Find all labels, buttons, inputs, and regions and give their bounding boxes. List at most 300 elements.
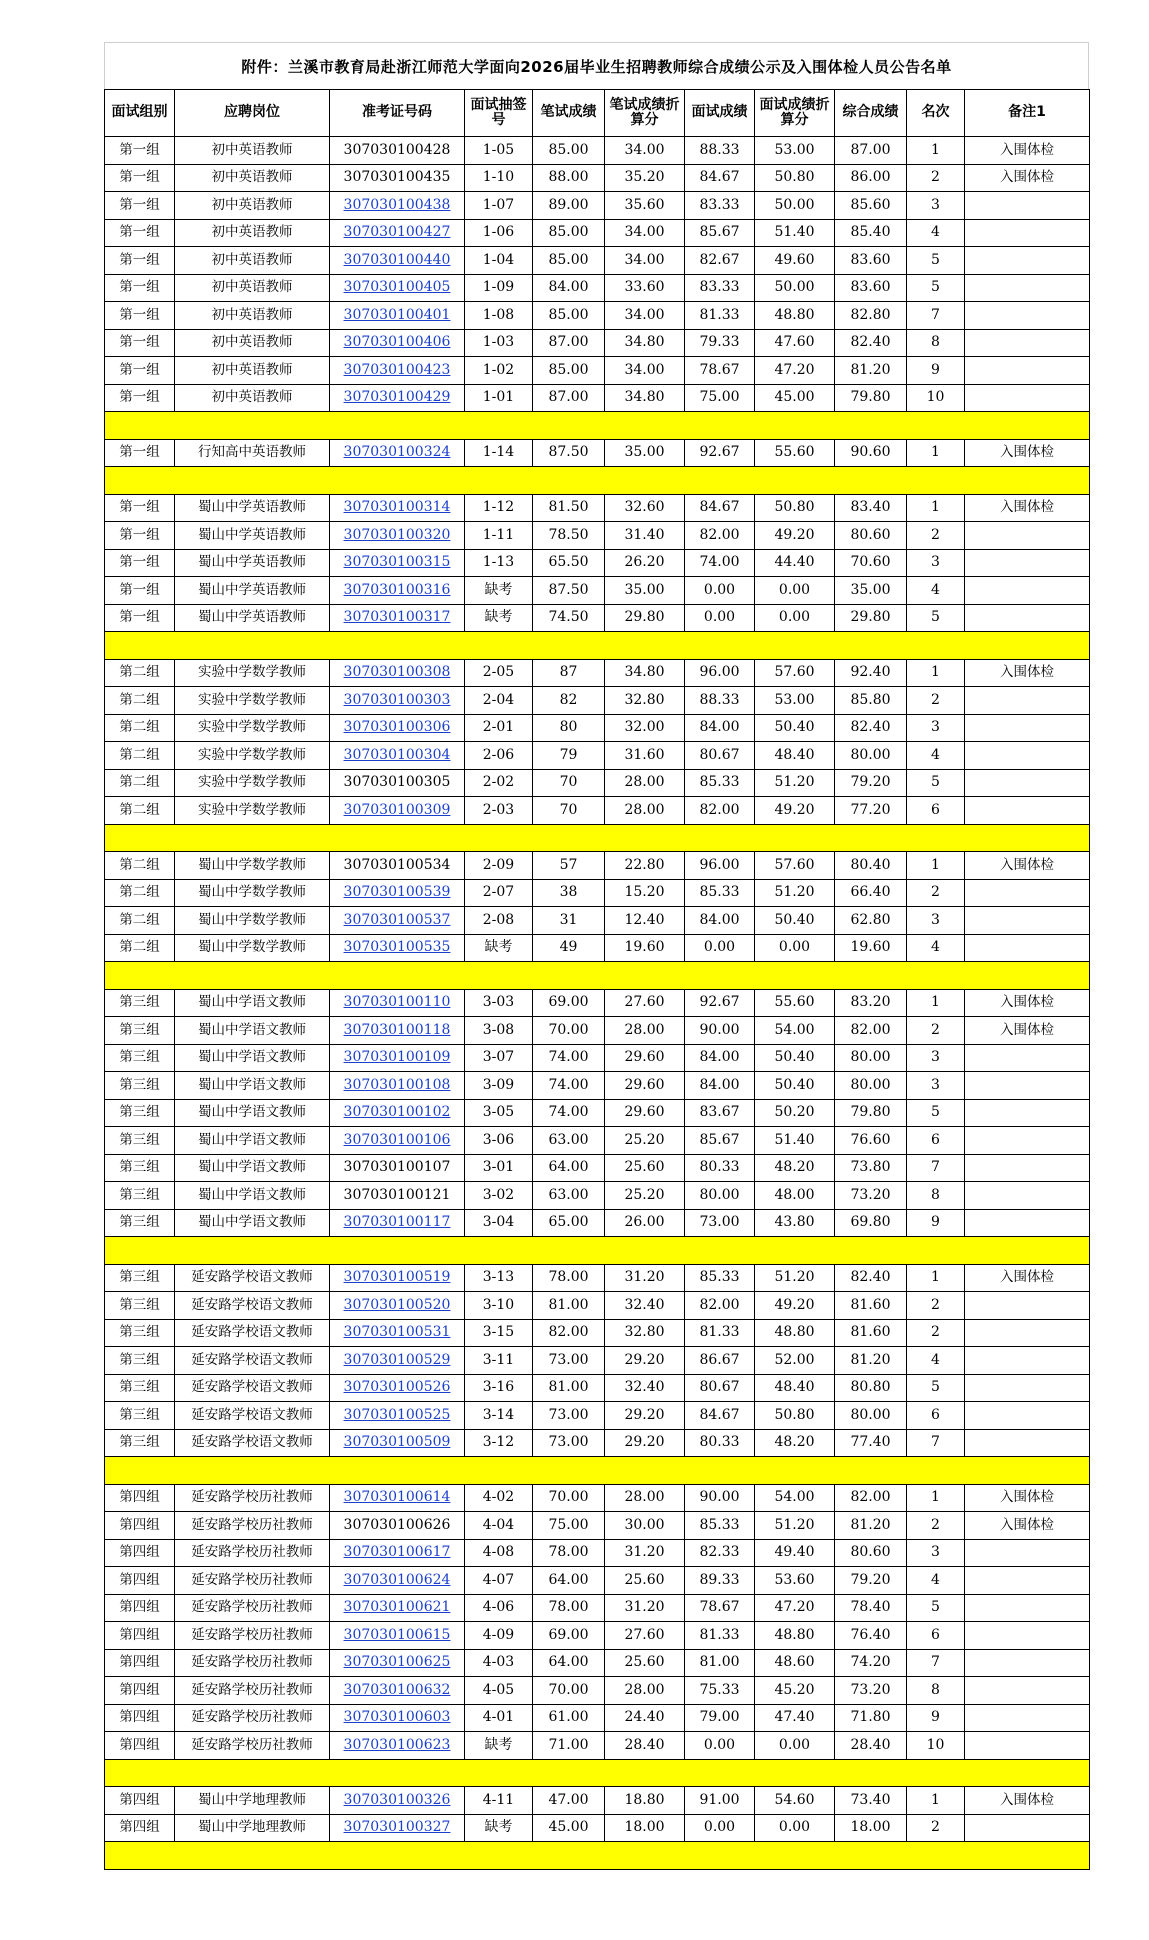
group-cell: 第三组 — [105, 1292, 175, 1320]
interview-score-cell: 91.00 — [685, 1787, 755, 1815]
exam-id-link[interactable]: 307030100108 — [343, 1076, 451, 1093]
exam-id-link[interactable]: 307030100535 — [343, 939, 451, 956]
exam-id-cell — [330, 1512, 465, 1540]
group-cell: 第四组 — [105, 1649, 175, 1677]
exam-id-cell[interactable] — [330, 577, 465, 605]
total-score-cell: 73.40 — [835, 1787, 907, 1815]
exam-id-link[interactable]: 307030100427 — [343, 224, 451, 241]
written-score-cell: 47.00 — [533, 1787, 605, 1815]
interview-converted-cell: 48.40 — [755, 1374, 835, 1402]
table-row — [105, 1374, 1090, 1402]
rank-cell: 1 — [907, 1264, 965, 1292]
interview-converted-cell: 54.00 — [755, 1017, 835, 1045]
exam-id-link[interactable]: 307030100315 — [343, 554, 451, 571]
table-row — [105, 1319, 1090, 1347]
interview-converted-cell: 48.20 — [755, 1429, 835, 1457]
position-cell: 初中英语教师 — [175, 247, 330, 275]
separator-row — [105, 632, 1090, 660]
interview-converted-cell: 50.80 — [755, 1402, 835, 1430]
table-row — [105, 577, 1090, 605]
exam-id-cell[interactable] — [330, 522, 465, 550]
exam-id-cell[interactable] — [330, 1704, 465, 1732]
exam-id-cell[interactable] — [330, 1622, 465, 1650]
exam-id-link[interactable]: 307030100324 — [343, 444, 451, 461]
exam-id-link[interactable]: 307030100509 — [343, 1434, 451, 1451]
position-cell: 蜀山中学英语教师 — [175, 549, 330, 577]
draw-number-cell: 4-08 — [465, 1539, 533, 1567]
exam-id-cell[interactable] — [330, 1017, 465, 1045]
interview-converted-cell: 51.20 — [755, 769, 835, 797]
interview-converted-cell: 50.40 — [755, 1072, 835, 1100]
group-cell: 第三组 — [105, 1127, 175, 1155]
exam-id-link[interactable]: 307030100621 — [343, 1599, 451, 1616]
draw-number-cell: 3-06 — [465, 1127, 533, 1155]
exam-id-cell[interactable] — [330, 1319, 465, 1347]
group-cell: 第四组 — [105, 1512, 175, 1540]
interview-converted-cell: 57.60 — [755, 659, 835, 687]
exam-id-cell[interactable] — [330, 1732, 465, 1760]
table-row — [105, 1732, 1090, 1760]
exam-id-text: 307030100435 — [343, 169, 451, 186]
group-cell: 第二组 — [105, 659, 175, 687]
exam-id-link[interactable]: 307030100316 — [343, 581, 451, 598]
exam-id-link[interactable]: 307030100615 — [343, 1626, 451, 1643]
written-score-cell: 87.00 — [533, 384, 605, 412]
exam-id-cell[interactable] — [330, 989, 465, 1017]
position-cell: 延安路学校语文教师 — [175, 1429, 330, 1457]
exam-id-link[interactable]: 307030100539 — [343, 884, 451, 901]
interview-score-cell: 84.67 — [685, 494, 755, 522]
exam-id-link[interactable]: 307030100438 — [343, 196, 451, 213]
exam-id-cell[interactable] — [330, 1099, 465, 1127]
rank-cell: 1 — [907, 989, 965, 1017]
written-converted-cell: 25.20 — [605, 1127, 685, 1155]
interview-score-cell: 89.33 — [685, 1567, 755, 1595]
written-converted-cell: 29.60 — [605, 1099, 685, 1127]
written-converted-cell: 34.00 — [605, 219, 685, 247]
note-cell — [965, 1649, 1090, 1677]
draw-number-cell: 3-05 — [465, 1099, 533, 1127]
exam-id-cell[interactable] — [330, 907, 465, 935]
written-score-cell: 79 — [533, 742, 605, 770]
rank-cell: 2 — [907, 164, 965, 192]
position-cell: 延安路学校语文教师 — [175, 1374, 330, 1402]
exam-id-cell[interactable] — [330, 494, 465, 522]
total-score-cell: 69.80 — [835, 1209, 907, 1237]
written-score-cell: 31 — [533, 907, 605, 935]
table-row — [105, 1072, 1090, 1100]
position-cell: 蜀山中学英语教师 — [175, 522, 330, 550]
written-converted-cell: 34.80 — [605, 384, 685, 412]
table-row — [105, 1347, 1090, 1375]
exam-id-link[interactable]: 307030100118 — [343, 1021, 451, 1038]
written-score-cell: 85.00 — [533, 302, 605, 330]
group-cell: 第三组 — [105, 1319, 175, 1347]
exam-id-cell[interactable] — [330, 357, 465, 385]
exam-id-cell[interactable] — [330, 742, 465, 770]
written-converted-cell: 32.00 — [605, 714, 685, 742]
separator-cell — [105, 1842, 1090, 1870]
separator-cell — [105, 1237, 1090, 1265]
separator-cell — [105, 962, 1090, 990]
interview-score-cell: 96.00 — [685, 659, 755, 687]
exam-id-cell[interactable] — [330, 1374, 465, 1402]
written-converted-cell: 29.60 — [605, 1072, 685, 1100]
exam-id-cell[interactable] — [330, 659, 465, 687]
exam-id-cell[interactable] — [330, 549, 465, 577]
rank-cell: 3 — [907, 907, 965, 935]
exam-id-cell[interactable] — [330, 1649, 465, 1677]
interview-converted-cell: 47.60 — [755, 329, 835, 357]
exam-id-cell[interactable] — [330, 1594, 465, 1622]
group-cell: 第一组 — [105, 137, 175, 165]
position-cell: 延安路学校语文教师 — [175, 1319, 330, 1347]
interview-score-cell: 79.00 — [685, 1704, 755, 1732]
table-row — [105, 1814, 1090, 1842]
exam-id-text: 307030100121 — [343, 1186, 451, 1203]
written-converted-cell: 28.00 — [605, 1484, 685, 1512]
written-converted-cell: 18.00 — [605, 1814, 685, 1842]
rank-cell: 3 — [907, 714, 965, 742]
draw-number-cell: 1-02 — [465, 357, 533, 385]
exam-id-link[interactable]: 307030100623 — [343, 1736, 451, 1753]
interview-converted-cell: 48.80 — [755, 1622, 835, 1650]
position-cell: 实验中学数学教师 — [175, 714, 330, 742]
separator-row — [105, 467, 1090, 495]
table-row — [105, 192, 1090, 220]
rank-cell: 7 — [907, 302, 965, 330]
exam-id-cell[interactable] — [330, 1292, 465, 1320]
draw-number-cell: 4-03 — [465, 1649, 533, 1677]
exam-id-link[interactable]: 307030100109 — [343, 1049, 451, 1066]
group-cell: 第四组 — [105, 1539, 175, 1567]
note-cell — [965, 1154, 1090, 1182]
exam-id-link[interactable]: 307030100106 — [343, 1131, 451, 1148]
written-converted-cell: 34.00 — [605, 247, 685, 275]
position-cell: 延安路学校语文教师 — [175, 1264, 330, 1292]
exam-id-cell[interactable] — [330, 1814, 465, 1842]
total-score-cell: 71.80 — [835, 1704, 907, 1732]
written-score-cell: 74.50 — [533, 604, 605, 632]
exam-id-cell[interactable] — [330, 604, 465, 632]
exam-id-text: 307030100534 — [343, 856, 451, 873]
table-row — [105, 1429, 1090, 1457]
written-converted-cell: 35.20 — [605, 164, 685, 192]
note-cell: 入围体检 — [965, 1512, 1090, 1540]
group-cell: 第二组 — [105, 934, 175, 962]
table-row — [105, 687, 1090, 715]
group-cell: 第三组 — [105, 1099, 175, 1127]
exam-id-link[interactable]: 307030100320 — [343, 526, 451, 543]
rank-cell: 1 — [907, 852, 965, 880]
exam-id-link[interactable]: 307030100401 — [343, 306, 451, 323]
rank-cell: 5 — [907, 1374, 965, 1402]
total-score-cell: 73.20 — [835, 1677, 907, 1705]
written-converted-cell: 22.80 — [605, 852, 685, 880]
exam-id-link[interactable]: 307030100429 — [343, 389, 451, 406]
rank-cell: 4 — [907, 934, 965, 962]
header-interview-converted: 面试成绩折算分 — [755, 90, 835, 137]
note-cell — [965, 907, 1090, 935]
interview-converted-cell: 48.20 — [755, 1154, 835, 1182]
draw-number-cell: 4-04 — [465, 1512, 533, 1540]
separator-cell — [105, 1457, 1090, 1485]
note-cell — [965, 302, 1090, 330]
interview-score-cell: 84.00 — [685, 1072, 755, 1100]
rank-cell: 2 — [907, 1512, 965, 1540]
exam-id-link[interactable]: 307030100625 — [343, 1654, 451, 1671]
interview-score-cell: 85.33 — [685, 1264, 755, 1292]
exam-id-link[interactable]: 307030100614 — [343, 1489, 451, 1506]
note-cell — [965, 1099, 1090, 1127]
header-interview-score: 面试成绩 — [685, 90, 755, 137]
interview-score-cell: 82.33 — [685, 1539, 755, 1567]
interview-score-cell: 0.00 — [685, 934, 755, 962]
table-row — [105, 1484, 1090, 1512]
total-score-cell: 83.20 — [835, 989, 907, 1017]
draw-number-cell: 2-01 — [465, 714, 533, 742]
exam-id-cell[interactable] — [330, 1347, 465, 1375]
exam-id-cell[interactable] — [330, 1787, 465, 1815]
written-score-cell: 64.00 — [533, 1567, 605, 1595]
total-score-cell: 79.80 — [835, 384, 907, 412]
rank-cell: 3 — [907, 1044, 965, 1072]
separator-row — [105, 1237, 1090, 1265]
written-converted-cell: 12.40 — [605, 907, 685, 935]
table-row — [105, 1209, 1090, 1237]
written-converted-cell: 31.20 — [605, 1264, 685, 1292]
written-converted-cell: 32.80 — [605, 1319, 685, 1347]
exam-id-cell[interactable] — [330, 1044, 465, 1072]
position-cell: 实验中学数学教师 — [175, 659, 330, 687]
note-cell — [965, 384, 1090, 412]
note-cell — [965, 934, 1090, 962]
note-cell — [965, 1704, 1090, 1732]
exam-id-link[interactable]: 307030100327 — [343, 1819, 451, 1836]
exam-id-link[interactable]: 307030100314 — [343, 499, 451, 516]
note-cell — [965, 797, 1090, 825]
exam-id-cell[interactable] — [330, 384, 465, 412]
interview-score-cell: 96.00 — [685, 852, 755, 880]
interview-score-cell: 0.00 — [685, 577, 755, 605]
interview-converted-cell: 53.60 — [755, 1567, 835, 1595]
rank-cell: 4 — [907, 577, 965, 605]
position-cell: 延安路学校历社教师 — [175, 1484, 330, 1512]
written-converted-cell: 34.00 — [605, 302, 685, 330]
note-cell: 入围体检 — [965, 494, 1090, 522]
exam-id-link[interactable]: 307030100531 — [343, 1324, 451, 1341]
exam-id-text: 307030100626 — [343, 1516, 451, 1533]
interview-score-cell: 88.33 — [685, 687, 755, 715]
note-cell — [965, 192, 1090, 220]
exam-id-link[interactable]: 307030100617 — [343, 1544, 451, 1561]
rank-cell: 3 — [907, 1072, 965, 1100]
exam-id-link[interactable]: 307030100440 — [343, 251, 451, 268]
group-cell: 第三组 — [105, 1044, 175, 1072]
exam-id-link[interactable]: 307030100537 — [343, 911, 451, 928]
exam-id-link[interactable]: 307030100117 — [343, 1214, 451, 1231]
exam-id-link[interactable]: 307030100632 — [343, 1681, 451, 1698]
position-cell: 蜀山中学数学教师 — [175, 879, 330, 907]
draw-number-cell: 1-04 — [465, 247, 533, 275]
exam-id-link[interactable]: 307030100308 — [343, 664, 451, 681]
written-score-cell: 57 — [533, 852, 605, 880]
exam-id-cell[interactable] — [330, 439, 465, 467]
exam-id-link[interactable]: 307030100405 — [343, 279, 451, 296]
note-cell — [965, 1182, 1090, 1210]
exam-id-cell[interactable] — [330, 1429, 465, 1457]
draw-number-cell: 3-01 — [465, 1154, 533, 1182]
exam-id-cell[interactable] — [330, 219, 465, 247]
header-written-score: 笔试成绩 — [533, 90, 605, 137]
exam-id-cell[interactable] — [330, 1567, 465, 1595]
total-score-cell: 80.80 — [835, 1374, 907, 1402]
exam-id-cell[interactable] — [330, 302, 465, 330]
interview-converted-cell: 55.60 — [755, 439, 835, 467]
draw-number-cell: 2-06 — [465, 742, 533, 770]
exam-id-link[interactable]: 307030100102 — [343, 1104, 451, 1121]
exam-id-link[interactable]: 307030100317 — [343, 609, 451, 626]
written-score-cell: 81.50 — [533, 494, 605, 522]
group-cell: 第一组 — [105, 522, 175, 550]
interview-converted-cell: 45.20 — [755, 1677, 835, 1705]
exam-id-cell — [330, 164, 465, 192]
table-row — [105, 742, 1090, 770]
draw-number-cell: 4-11 — [465, 1787, 533, 1815]
separator-cell — [105, 824, 1090, 852]
table-row — [105, 164, 1090, 192]
exam-id-cell[interactable] — [330, 687, 465, 715]
total-score-cell: 81.60 — [835, 1292, 907, 1320]
written-converted-cell: 28.40 — [605, 1732, 685, 1760]
exam-id-link[interactable]: 307030100526 — [343, 1379, 451, 1396]
interview-converted-cell: 48.00 — [755, 1182, 835, 1210]
draw-number-cell: 4-02 — [465, 1484, 533, 1512]
exam-id-link[interactable]: 307030100309 — [343, 801, 451, 818]
exam-id-cell[interactable] — [330, 1677, 465, 1705]
rank-cell: 5 — [907, 274, 965, 302]
exam-id-link[interactable]: 307030100624 — [343, 1571, 451, 1588]
exam-id-cell[interactable] — [330, 1072, 465, 1100]
written-score-cell: 81.00 — [533, 1374, 605, 1402]
note-cell: 入围体检 — [965, 1017, 1090, 1045]
interview-converted-cell: 57.60 — [755, 852, 835, 880]
exam-id-link[interactable]: 307030100525 — [343, 1406, 451, 1423]
interview-converted-cell: 51.20 — [755, 1264, 835, 1292]
written-score-cell: 87.50 — [533, 439, 605, 467]
exam-id-link[interactable]: 307030100110 — [343, 994, 451, 1011]
written-converted-cell: 30.00 — [605, 1512, 685, 1540]
rank-cell: 3 — [907, 1539, 965, 1567]
separator-row — [105, 412, 1090, 440]
interview-converted-cell: 50.80 — [755, 164, 835, 192]
table-row — [105, 247, 1090, 275]
written-score-cell: 70 — [533, 769, 605, 797]
draw-number-cell: 3-07 — [465, 1044, 533, 1072]
exam-id-cell[interactable] — [330, 934, 465, 962]
group-cell: 第三组 — [105, 1154, 175, 1182]
table-row — [105, 1539, 1090, 1567]
rank-cell: 2 — [907, 1319, 965, 1347]
exam-id-cell[interactable] — [330, 1127, 465, 1155]
exam-id-link[interactable]: 307030100326 — [343, 1791, 451, 1808]
draw-number-cell: 3-08 — [465, 1017, 533, 1045]
exam-id-link[interactable]: 307030100603 — [343, 1709, 451, 1726]
exam-id-link[interactable]: 307030100406 — [343, 334, 451, 351]
table-row — [105, 852, 1090, 880]
exam-id-cell[interactable] — [330, 1402, 465, 1430]
exam-id-cell[interactable] — [330, 329, 465, 357]
note-cell: 入围体检 — [965, 1264, 1090, 1292]
header-position: 应聘岗位 — [175, 90, 330, 137]
exam-id-link[interactable]: 307030100304 — [343, 746, 451, 763]
exam-id-cell[interactable] — [330, 1484, 465, 1512]
results-body — [105, 137, 1090, 1870]
exam-id-cell[interactable] — [330, 879, 465, 907]
written-converted-cell: 32.80 — [605, 687, 685, 715]
exam-id-link[interactable]: 307030100520 — [343, 1296, 451, 1313]
exam-id-cell[interactable] — [330, 247, 465, 275]
written-score-cell: 80 — [533, 714, 605, 742]
exam-id-link[interactable]: 307030100423 — [343, 361, 451, 378]
note-cell — [965, 274, 1090, 302]
written-score-cell: 78.00 — [533, 1264, 605, 1292]
interview-converted-cell: 50.20 — [755, 1099, 835, 1127]
exam-id-cell[interactable] — [330, 1539, 465, 1567]
rank-cell: 4 — [907, 1567, 965, 1595]
rank-cell: 4 — [907, 742, 965, 770]
total-score-cell: 86.00 — [835, 164, 907, 192]
exam-id-cell[interactable] — [330, 1264, 465, 1292]
written-converted-cell: 34.00 — [605, 137, 685, 165]
group-cell: 第三组 — [105, 1264, 175, 1292]
exam-id-cell[interactable] — [330, 274, 465, 302]
exam-id-link[interactable]: 307030100529 — [343, 1351, 451, 1368]
written-converted-cell: 33.60 — [605, 274, 685, 302]
interview-score-cell: 85.33 — [685, 769, 755, 797]
exam-id-link[interactable]: 307030100306 — [343, 719, 451, 736]
written-converted-cell: 32.60 — [605, 494, 685, 522]
note-cell — [965, 1374, 1090, 1402]
note-cell — [965, 247, 1090, 275]
exam-id-link[interactable]: 307030100519 — [343, 1269, 451, 1286]
position-cell: 实验中学数学教师 — [175, 769, 330, 797]
interview-score-cell: 74.00 — [685, 549, 755, 577]
note-cell — [965, 1292, 1090, 1320]
exam-id-link[interactable]: 307030100303 — [343, 691, 451, 708]
exam-id-cell[interactable] — [330, 1209, 465, 1237]
header-written-converted: 笔试成绩折算分 — [605, 90, 685, 137]
interview-score-cell: 84.67 — [685, 164, 755, 192]
interview-score-cell: 90.00 — [685, 1484, 755, 1512]
group-cell: 第四组 — [105, 1732, 175, 1760]
position-cell: 延安路学校历社教师 — [175, 1677, 330, 1705]
total-score-cell: 76.40 — [835, 1622, 907, 1650]
written-converted-cell: 28.00 — [605, 1017, 685, 1045]
rank-cell: 5 — [907, 247, 965, 275]
note-cell — [965, 1209, 1090, 1237]
position-cell: 蜀山中学语文教师 — [175, 1072, 330, 1100]
group-cell: 第二组 — [105, 769, 175, 797]
interview-converted-cell: 53.00 — [755, 137, 835, 165]
exam-id-cell[interactable] — [330, 192, 465, 220]
rank-cell: 10 — [907, 384, 965, 412]
exam-id-cell[interactable] — [330, 797, 465, 825]
exam-id-cell[interactable] — [330, 714, 465, 742]
table-row — [105, 522, 1090, 550]
written-score-cell: 78.00 — [533, 1539, 605, 1567]
exam-id-cell — [330, 137, 465, 165]
